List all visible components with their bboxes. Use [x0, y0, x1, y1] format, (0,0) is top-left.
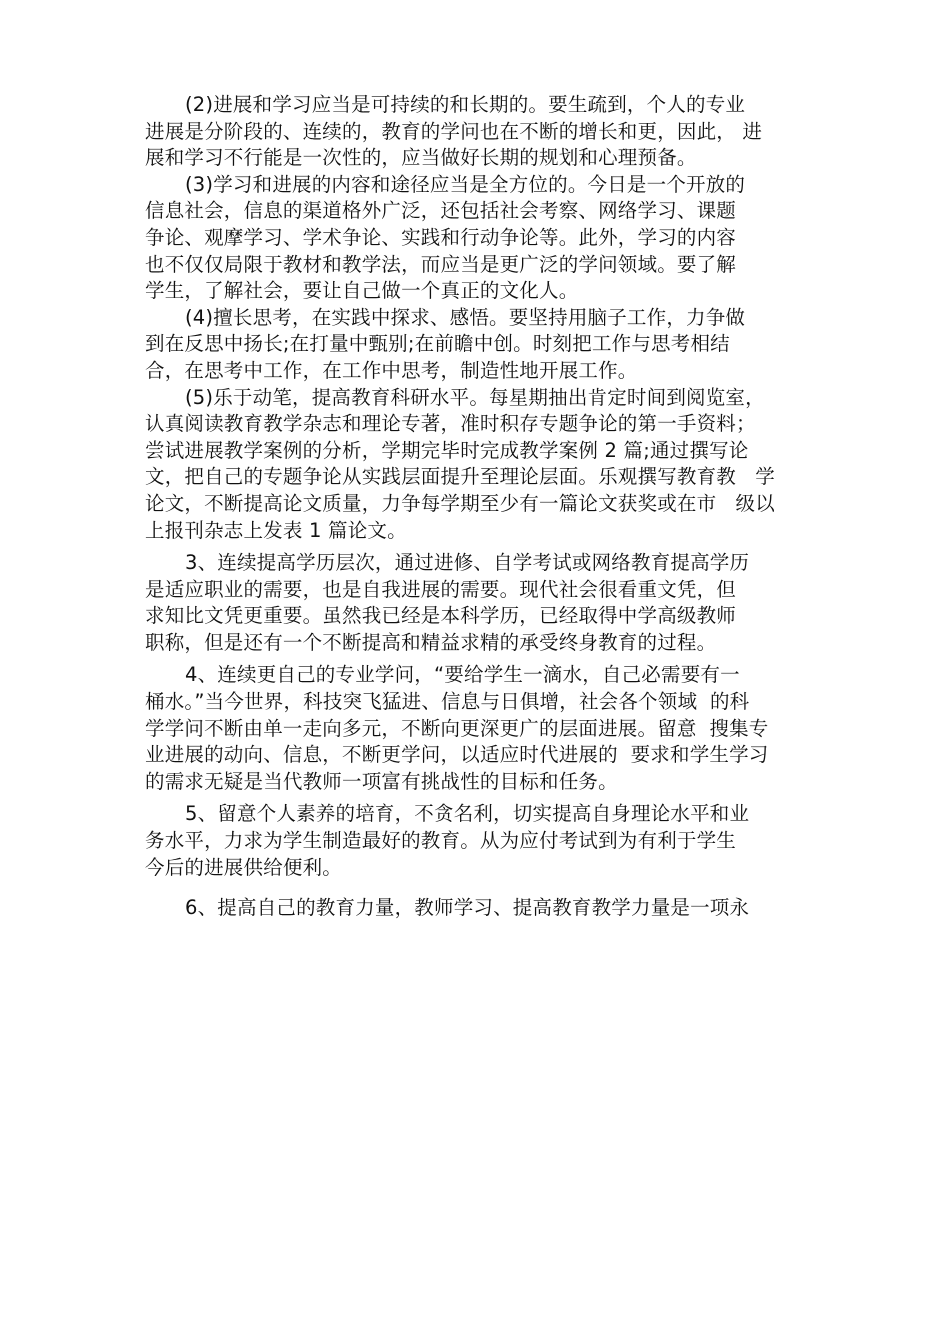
- text-line: 学学问不断由单一走向多元，不断向更深更广的层面进展。留意 搜集专: [145, 716, 769, 740]
- paragraph-5: [145, 385, 825, 545]
- text-line: 文，把自己的专题争论从实践层面提升至理论层面。乐观撰写教育教 学: [145, 465, 775, 489]
- text-line: 是适应职业的需要，也是自我进展的需要。现代社会很看重文凭，但: [145, 577, 737, 601]
- text-line: 尝试进展教学案例的分析，学期完毕时完成教学案例 2 篇;通过撰写论: [145, 438, 749, 462]
- text-line: 学生，了解社会，要让自己做一个真正的文化人。: [145, 279, 579, 303]
- paragraph-3: [145, 172, 825, 305]
- text-line: 进展是分阶段的、连续的，教育的学问也在不断的增长和更，因此， 进: [145, 119, 763, 143]
- text-line: (5)乐于动笔，提高教育科研水平。每星期抽出肯定时间到阅览室，: [185, 385, 765, 409]
- text-line: 4、连续更自己的专业学问，“要给学生一滴水，自己必需要有一: [185, 663, 740, 687]
- text-line: 到在反思中扬长;在打量中甄别;在前瞻中创。时刻把工作与思考相结: [145, 332, 730, 356]
- text-line: 桶水。”当今世界，科技突飞猛进、信息与日俱增，社会各个领域 的科: [145, 690, 750, 714]
- document-body: [145, 92, 825, 922]
- text-line: (2)进展和学习应当是可持续的和长期的。要生疏到，个人的专业: [185, 93, 746, 116]
- text-line: 论文，不断提高论文质量，力争每学期至少有一篇论文获奖或在市 级以: [145, 491, 775, 515]
- text-line: 展和学习不行能是一次性的，应当做好长期的规划和心理预备。: [145, 146, 697, 170]
- item-5: [145, 801, 825, 881]
- text-line: (3)学习和进展的内容和途径应当是全方位的。今日是一个开放的: [185, 172, 746, 196]
- item-4: [145, 662, 825, 795]
- text-line: 业进展的动向、信息，不断更学问，以适应时代进展的 要求和学生学习: [145, 743, 769, 767]
- text-line: 求知比文凭更重要。虽然我已经是本科学历，已经取得中学高级教师: [145, 604, 737, 628]
- text-line: 认真阅读教育教学杂志和理论专著，准时积存专题争论的第一手资料；: [145, 412, 756, 436]
- text-line: (4)擅长思考，在实践中探求、感悟。要坚持用脑子工作，力争做: [185, 305, 746, 329]
- text-line: 的需求无疑是当代教师一项富有挑战性的目标和任务。: [145, 769, 618, 793]
- text-line: 争论、观摩学习、学术争论、实践和行动争论等。此外，学习的内容: [145, 225, 737, 249]
- text-line: 5、留意个人素养的培育，不贪名利，切实提高自身理论水平和业: [185, 802, 750, 826]
- text-line: 合，在思考中工作，在工作中思考，制造性地开展工作。: [145, 358, 638, 382]
- text-line: 上报刊杂志上发表 1 篇论文。: [145, 518, 407, 542]
- text-line: 务水平，力求为学生制造最好的教育。从为应付考试到为有利于学生: [145, 829, 737, 853]
- text-line: 也不仅仅局限于教材和教学法，而应当是更广泛的学问领域。要了解: [145, 252, 737, 276]
- text-line: 信息社会，信息的渠道格外广泛，还包括社会考察、网络学习、课题: [145, 199, 737, 223]
- text-line: 今后的进展供给便利。: [145, 855, 343, 879]
- item-6: [145, 895, 825, 922]
- text-line: 6、提高自己的教育力量，教师学习、提高教育教学力量是一项永: [185, 896, 750, 920]
- paragraph-4: [145, 305, 825, 385]
- text-line: 职称，但是还有一个不断提高和精益求精的承受终身教育的过程。: [145, 630, 717, 654]
- item-3: [145, 550, 825, 656]
- paragraph-2: [145, 92, 825, 172]
- text-line: 3、连续提高学历层次，通过进修、自学考试或网络教育提高学历: [185, 551, 750, 575]
